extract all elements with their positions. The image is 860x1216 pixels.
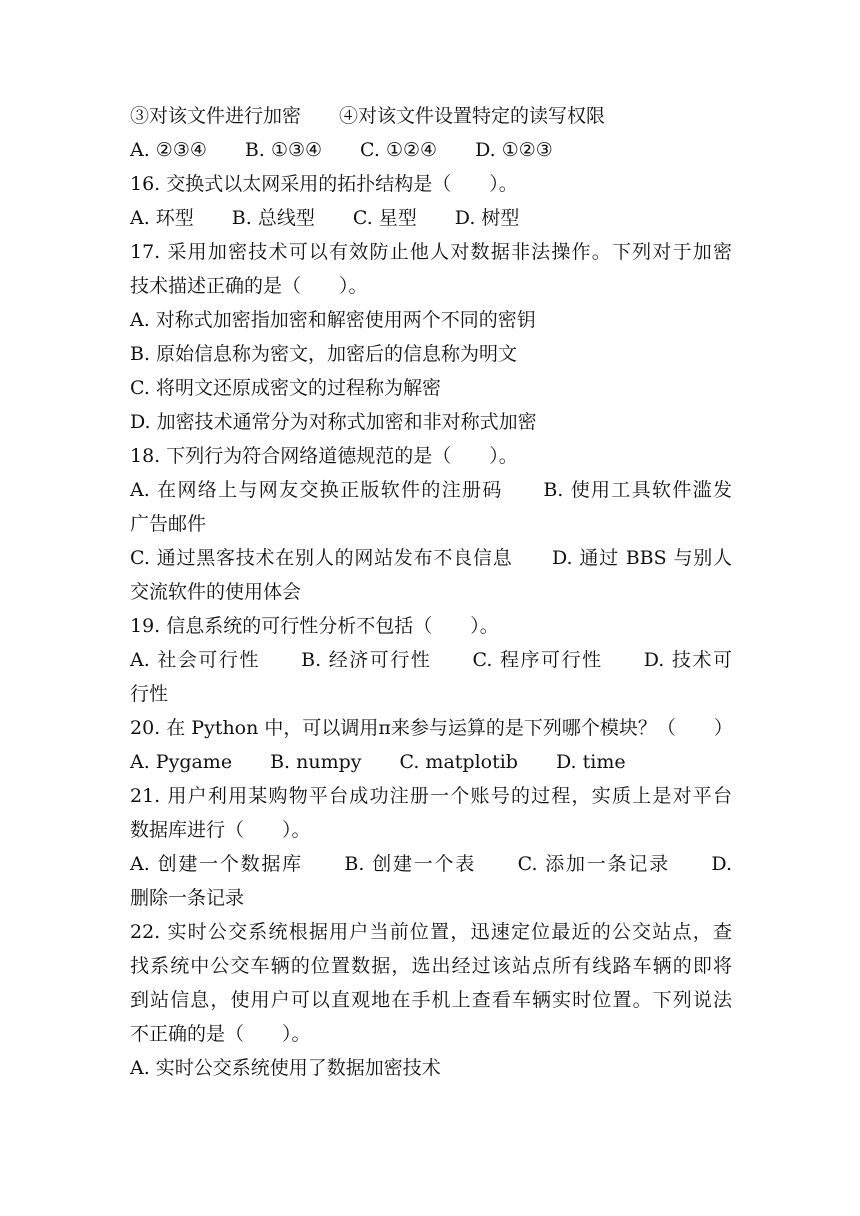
q16-answers: A. 环型 B. 总线型 C. 星型 D. 树型 xyxy=(130,207,520,229)
q18-options-line3: C. 通过黑客技术在别人的网站发布不良信息 D. 通过 BBS 与别人 xyxy=(130,547,732,569)
q22-stem-line3: 到站信息，使用户可以直观地在手机上查看车辆实时位置。下列说法 xyxy=(130,989,732,1011)
q17-stem-line2: 技术描述正确的是（ ）。 xyxy=(130,275,368,297)
q18-stem: 18. 下列行为符合网络道德规范的是（ ）。 xyxy=(130,445,518,467)
q17-option-a: A. 对称式加密指加密和解密使用两个不同的密钥 xyxy=(130,309,536,331)
q18-options-line4: 交流软件的使用体会 xyxy=(130,581,302,603)
q17-stem-line1: 17. 采用加密技术可以有效防止他人对数据非法操作。下列对于加密 xyxy=(130,241,732,263)
q21-options-line1: A. 创建一个数据库 B. 创建一个表 C. 添加一条记录 D. xyxy=(130,853,732,875)
q17-option-c: C. 将明文还原成密文的过程称为解密 xyxy=(130,377,441,399)
q17-option-d: D. 加密技术通常分为对称式加密和非对称式加密 xyxy=(130,411,537,433)
q22-stem-line4: 不正确的是（ ）。 xyxy=(130,1023,311,1045)
q20-answers: A. Pygame B. numpy C. matplotib D. time xyxy=(130,751,626,773)
q21-options-line2: 删除一条记录 xyxy=(130,887,245,909)
q22-stem-line1: 22. 实时公交系统根据用户当前位置，迅速定位最近的公交站点，查 xyxy=(130,921,732,943)
q22-option-a: A. 实时公交系统使用了数据加密技术 xyxy=(130,1057,441,1079)
q21-stem-line2: 数据库进行（ ）。 xyxy=(130,819,311,841)
q17-option-b: B. 原始信息称为密文，加密后的信息称为明文 xyxy=(130,343,518,365)
q20-stem: 20. 在 Python 中，可以调用π来参与运算的是下列哪个模块？（ ） xyxy=(130,717,733,739)
q19-options-line2: 行性 xyxy=(130,683,169,705)
q16-stem: 16. 交换式以太网采用的拓扑结构是（ ）。 xyxy=(130,173,518,195)
q22-stem-line2: 找系统中公交车辆的位置数据，选出经过该站点所有线路车辆的即将 xyxy=(130,955,732,977)
q18-options-line2: 广告邮件 xyxy=(130,513,207,535)
q15-options-cont: ③对该文件进行加密 ④对该文件设置特定的读写权限 xyxy=(130,105,606,127)
q15-answers: A. ②③④ B. ①③④ C. ①②④ D. ①②③ xyxy=(130,139,553,161)
q19-options-line1: A. 社会可行性 B. 经济可行性 C. 程序可行性 D. 技术可 xyxy=(130,649,732,671)
q21-stem-line1: 21. 用户利用某购物平台成功注册一个账号的过程，实质上是对平台 xyxy=(130,785,732,807)
q19-stem: 19. 信息系统的可行性分析不包括（ ）。 xyxy=(130,615,499,637)
q18-options-line1: A. 在网络上与网友交换正版软件的注册码 B. 使用工具软件滥发 xyxy=(130,479,732,501)
document-page xyxy=(130,99,732,1085)
